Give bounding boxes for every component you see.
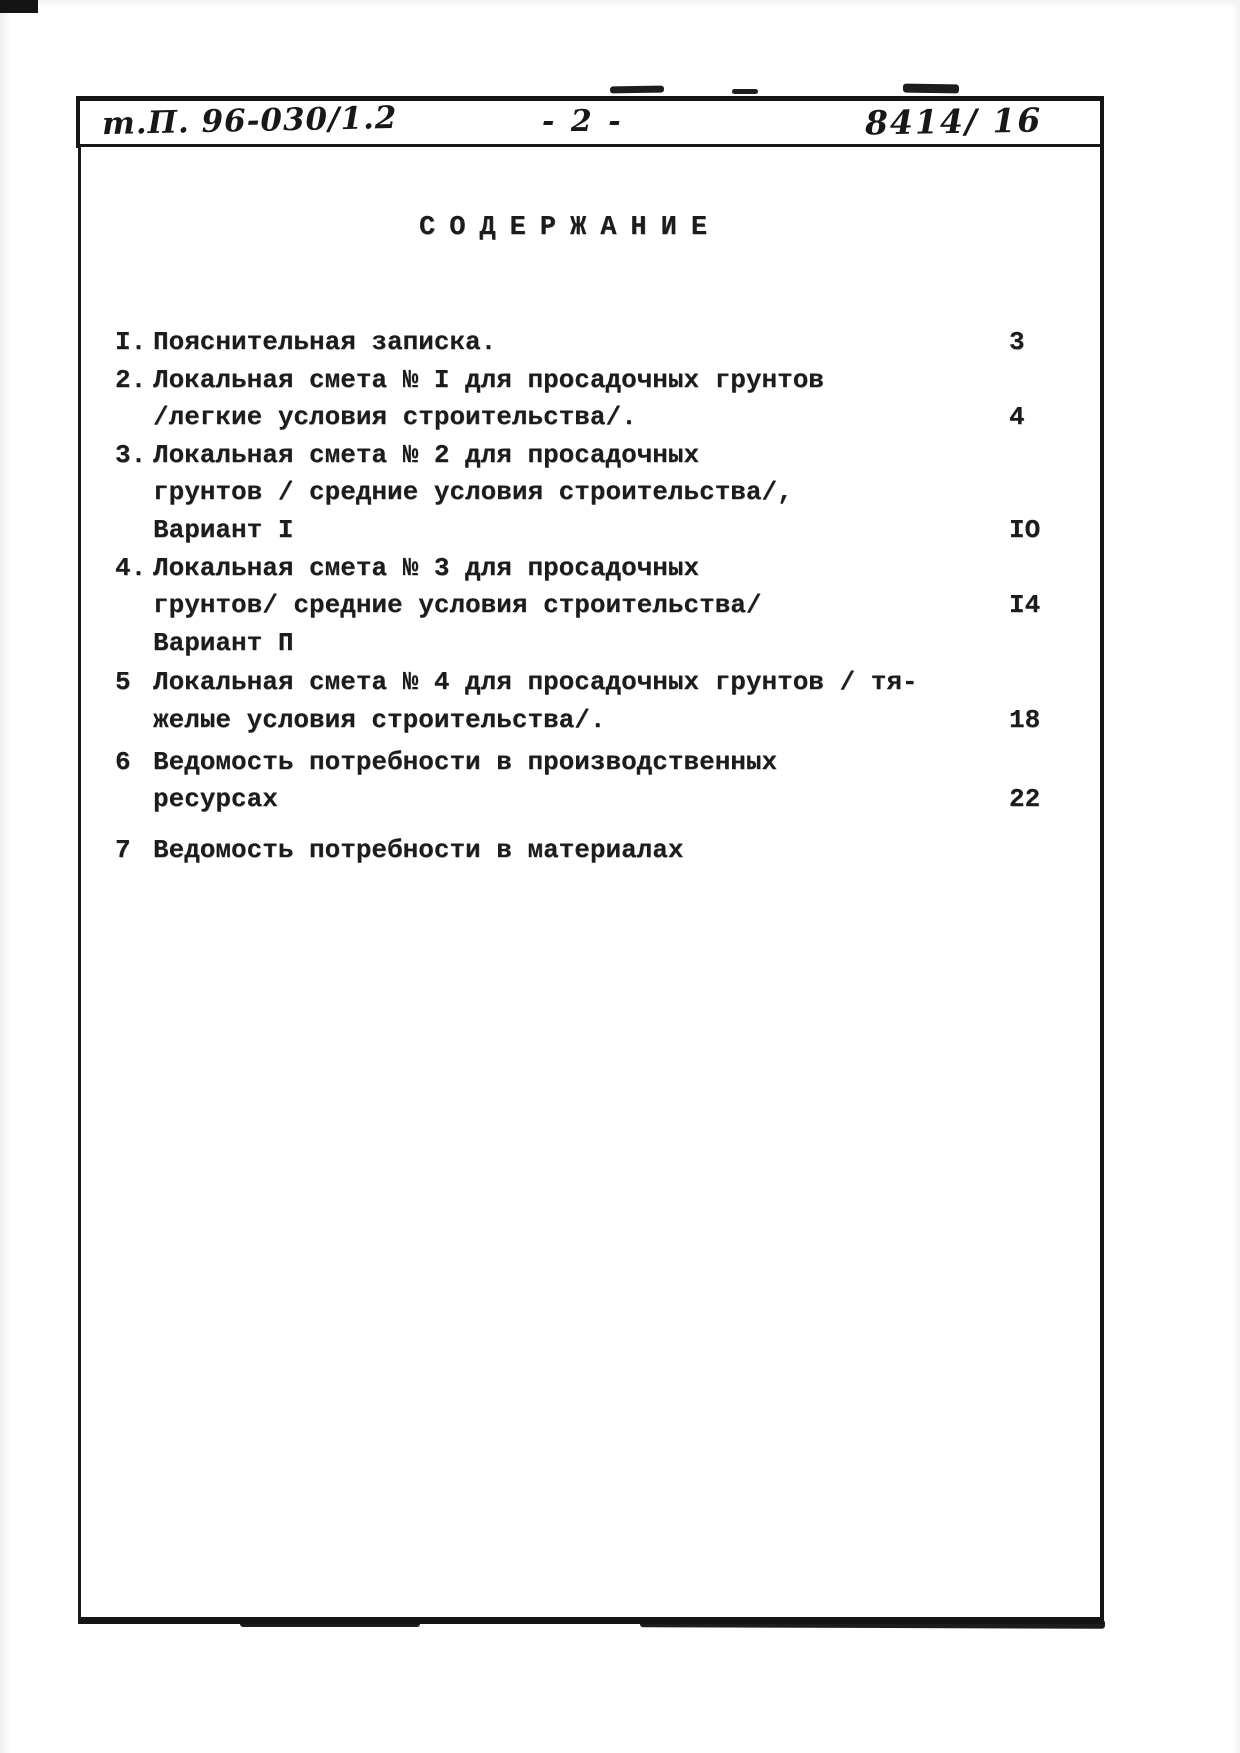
scan-edge-shadow-top [0, 0, 1240, 8]
toc-item-text: ресурсах [153, 784, 278, 815]
toc-line [115, 702, 1107, 740]
scan-edge-shadow-left [0, 0, 10, 1753]
page-title: СОДЕРЖАНИЕ [419, 213, 722, 243]
toc-item-text: Ведомость потребности в материалах [153, 834, 684, 865]
scan-speck [903, 84, 959, 94]
toc-item-number: 4. [115, 552, 147, 583]
toc-line [115, 437, 1107, 475]
toc-item-number: 2. [115, 364, 147, 395]
toc-item-text: /легкие условия строительства/. [153, 402, 637, 433]
toc-item [115, 437, 1107, 550]
toc-item-number: 5 [115, 667, 131, 698]
toc-item-text: Локальная смета № 3 для просадочных [153, 552, 700, 583]
toc-item-number: 6 [115, 746, 131, 777]
toc-item-text: Вариант П [153, 627, 294, 658]
toc-item-text: Локальная смета № 2 для просадочных [153, 439, 700, 470]
toc-line [115, 832, 1107, 870]
toc-line [115, 324, 1107, 362]
toc-item [115, 362, 1107, 437]
toc-item-text: желые условия строительства/. [153, 704, 606, 735]
toc-page-number: 22 [1009, 784, 1041, 815]
toc-page-number: IO [1009, 514, 1041, 545]
page-frame [78, 147, 1104, 1624]
toc-page-number: 18 [1009, 704, 1041, 735]
toc-item-number: I. [115, 327, 147, 357]
scan-speck [610, 86, 664, 94]
toc-item [115, 324, 1107, 362]
toc-list [115, 324, 1107, 869]
toc-line [115, 512, 1107, 550]
toc-item [115, 744, 1107, 819]
toc-line [115, 781, 1107, 819]
toc-line [115, 550, 1107, 588]
toc-line [115, 664, 1107, 702]
toc-item-number: 7 [115, 834, 131, 865]
toc-page-number: 4 [1009, 402, 1025, 433]
scan-speck [732, 89, 758, 94]
toc-item-text: Вариант I [153, 514, 294, 545]
toc-line [115, 362, 1107, 400]
scan-edge-shadow-right [1232, 0, 1240, 1753]
toc-item-text: Локальная смета № I для просадочных грунтов [153, 364, 824, 395]
toc-line [115, 399, 1107, 437]
toc-item-text: грунтов/ средние условия строительства/ [153, 590, 762, 621]
title-block-header [76, 96, 1104, 148]
sheet-page-number: - 2 - [542, 104, 624, 139]
toc-page-number: I4 [1009, 590, 1041, 621]
document-code: т.П. 96-030/1.2 [101, 99, 398, 143]
toc-item-text: грунтов / средние условия строительства/, [153, 477, 793, 508]
toc-item-text: Локальная смета № 4 для просадочных грунтов / тя- [153, 667, 918, 698]
toc-line [115, 625, 1107, 663]
toc-item-text: Пояснительная записка. [153, 327, 497, 357]
toc-item-number: 3. [115, 439, 147, 470]
toc-line [115, 744, 1107, 782]
scan-corner-artifact [0, 0, 38, 13]
archive-number: 8414/ 16 [864, 100, 1043, 143]
toc-item [115, 550, 1107, 663]
toc-item [115, 832, 1107, 870]
toc-line [115, 587, 1107, 625]
toc-item [115, 664, 1107, 739]
toc-item-text: Ведомость потребности в производственных [153, 746, 778, 777]
toc-page-number: 3 [1009, 327, 1025, 357]
toc-line [115, 474, 1107, 512]
